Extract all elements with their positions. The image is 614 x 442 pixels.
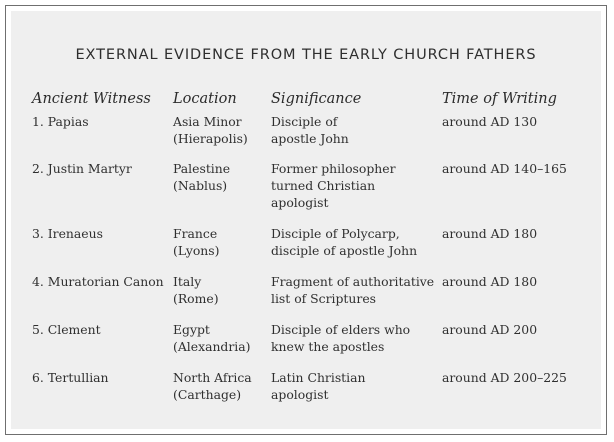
location-line: (Nablus) (173, 178, 228, 193)
cell-witness: 5. Clement (32, 322, 101, 337)
location-line: France (173, 226, 218, 241)
significance-line: apologist (271, 387, 329, 402)
location-line: (Carthage) (173, 387, 242, 402)
location-line: North Africa (173, 370, 252, 385)
cell-location (173, 225, 219, 259)
significance-line: Disciple of (271, 114, 338, 129)
location-line: Egypt (173, 322, 210, 337)
cell-location (173, 273, 219, 307)
cell-witness: 1. Papias (32, 114, 89, 129)
header-row (11, 91, 601, 113)
cell-location (173, 369, 252, 403)
cell-significance (271, 273, 434, 307)
significance-line: apologist (271, 195, 329, 210)
location-line: Asia Minor (173, 114, 242, 129)
header-significance: Significance (271, 91, 362, 107)
location-line: (Alexandria) (173, 339, 251, 354)
location-line: Palestine (173, 161, 231, 176)
cell-time: around AD 200 (442, 322, 538, 337)
header-location: Location (173, 91, 237, 107)
cell-significance (271, 369, 366, 403)
significance-line: apostle John (271, 131, 349, 146)
significance-line: list of Scriptures (271, 291, 377, 306)
cell-time: around AD 180 (442, 274, 538, 289)
cell-time: around AD 140–165 (442, 161, 567, 176)
significance-line: Fragment of authoritative (271, 274, 435, 289)
significance-line: Former philosopher (271, 161, 396, 176)
cell-significance (271, 321, 410, 355)
significance-line: Disciple of Polycarp, (271, 226, 400, 241)
significance-line: Latin Christian (271, 370, 366, 385)
cell-witness: 4. Muratorian Canon (32, 274, 164, 289)
header-ancient-witness: Ancient Witness (32, 91, 151, 107)
cell-time: around AD 130 (442, 114, 538, 129)
cell-location (173, 160, 230, 194)
location-line: (Lyons) (173, 243, 220, 258)
header-time-of-writing: Time of Writing (442, 91, 557, 107)
significance-line: disciple of apostle John (271, 243, 418, 258)
significance-line: knew the apostles (271, 339, 385, 354)
table-panel (11, 11, 601, 429)
cell-witness: 6. Tertullian (32, 370, 109, 385)
cell-time: around AD 200–225 (442, 370, 567, 385)
cell-location (173, 113, 248, 147)
cell-location (173, 321, 250, 355)
location-line: (Hierapolis) (173, 131, 248, 146)
table-title: EXTERNAL EVIDENCE FROM THE EARLY CHURCH FATHERS (75, 47, 537, 63)
significance-line: turned Christian (271, 178, 376, 193)
location-line: (Rome) (173, 291, 219, 306)
significance-line: Disciple of elders who (271, 322, 411, 337)
cell-witness: 3. Irenaeus (32, 226, 103, 241)
cell-significance (271, 225, 417, 259)
location-line: Italy (173, 274, 202, 289)
cell-significance (271, 160, 396, 211)
cell-time: around AD 180 (442, 226, 538, 241)
cell-significance (271, 113, 349, 147)
cell-witness: 2. Justin Martyr (32, 161, 132, 176)
